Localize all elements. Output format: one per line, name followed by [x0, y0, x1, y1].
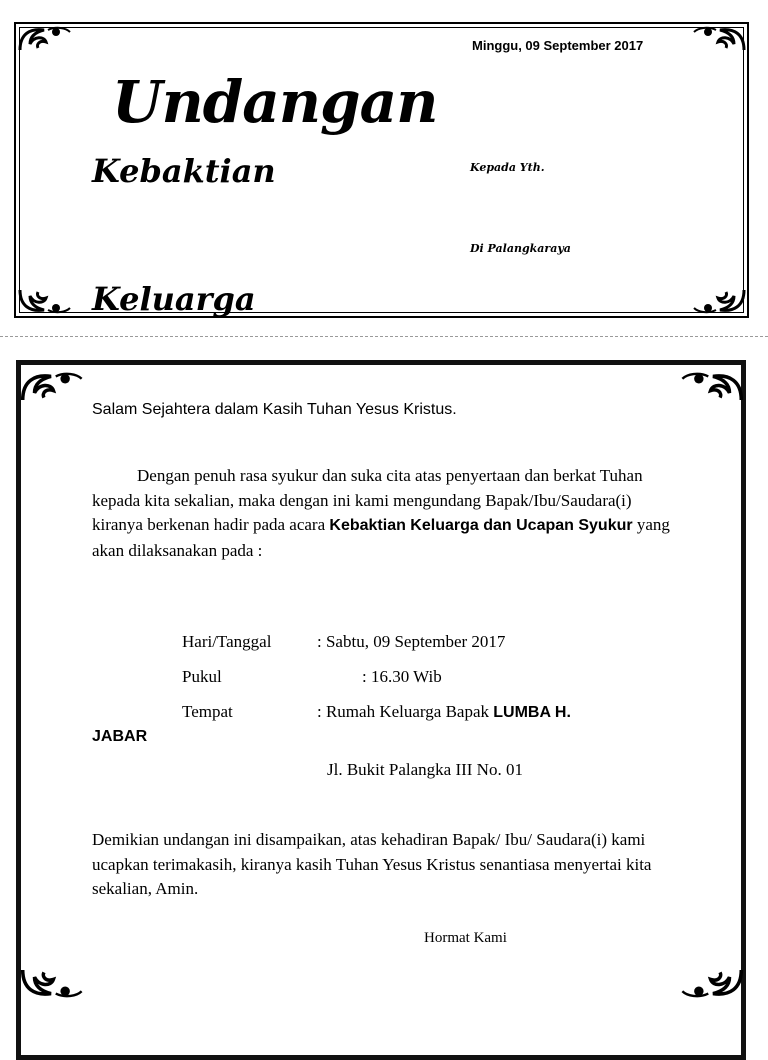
ornament-corner-icon: [680, 958, 746, 1008]
place-text: : Rumah Keluarga Bapak: [317, 702, 494, 721]
greeting: Salam Sejahtera dalam Kasih Tuhan Yesus Kristus.: [92, 401, 457, 418]
place-label: Tempat: [182, 702, 233, 721]
host-name: LUMBA H.: [493, 704, 571, 721]
address: Jl. Bukit Palangka III No. 01: [327, 760, 523, 779]
ornament-corner-icon: [16, 24, 72, 54]
ornament-corner-icon: [18, 362, 84, 412]
day-value: : Sabtu, 09 September 2017: [317, 632, 506, 651]
header-date: Minggu, 09 September 2017: [472, 38, 644, 53]
event-title-line1: Kebaktian: [92, 152, 276, 190]
recipient-label: Kepada Yth.: [470, 161, 545, 174]
host-name-continued: JABAR: [92, 728, 148, 745]
intro-text-end: yang akan dilaksanakan pada :: [92, 515, 670, 560]
closing-paragraph: Demikian undangan ini disampaikan, atas kehadiran Bapak/ Ibu/ Saudara(i) kami ucapkan terimakasih, kiranya kasih Tuhan Yesus Kristus senantiasa menyertai kita sekalian, Amin.: [92, 830, 652, 899]
time-label: Pukul: [182, 667, 222, 686]
ornament-corner-icon: [680, 362, 746, 412]
intro-paragraph: [92, 464, 672, 563]
ornament-corner-icon: [692, 24, 748, 54]
intro-text: Dengan penuh rasa syukur dan suka cita atas penyertaan dan berkat Tuhan kepada kita sekalian, maka dengan ini kami mengundang Bapak/Ibu/Saudara(i) kiranya berkenan hadir pada acara: [92, 466, 643, 535]
event-name: Kebaktian Keluarga dan Ucapan Syukur: [329, 517, 633, 535]
event-title-line2: Keluarga: [92, 280, 256, 318]
place-value: [317, 702, 571, 722]
time-value: : 16.30 Wib: [362, 667, 442, 686]
ornament-corner-icon: [16, 286, 72, 316]
ornament-corner-icon: [18, 958, 84, 1008]
day-label: Hari/Tanggal: [182, 632, 272, 651]
cut-line-divider: [0, 336, 768, 337]
sign-off: Hormat Kami: [424, 930, 507, 946]
invitation-title: Undangan: [112, 68, 438, 136]
recipient-location: Di Palangkaraya: [470, 242, 571, 255]
ornament-corner-icon: [692, 286, 748, 316]
